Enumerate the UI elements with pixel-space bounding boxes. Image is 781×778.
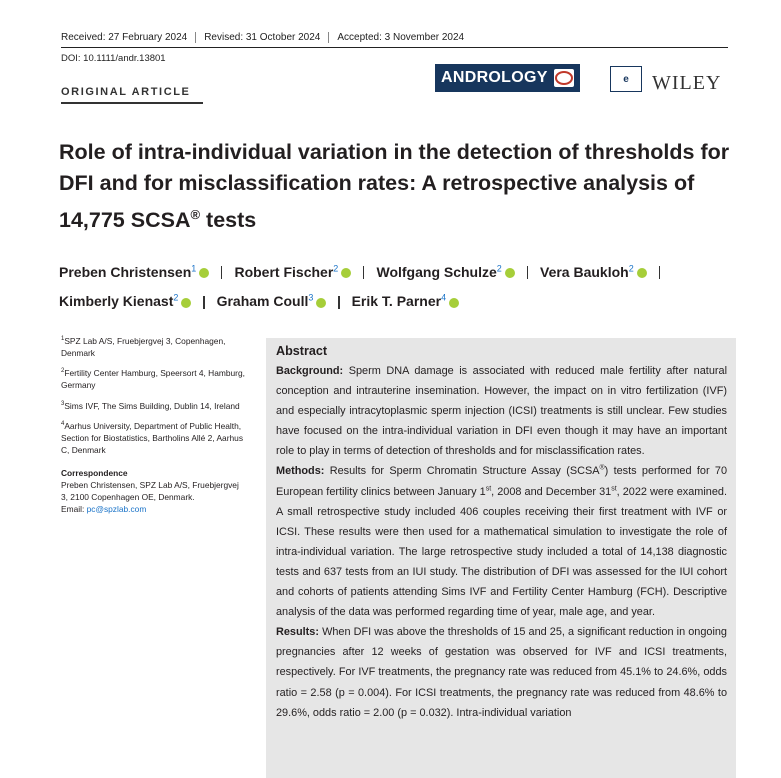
- date-separator: [195, 32, 196, 43]
- orcid-icon[interactable]: [637, 268, 647, 278]
- author-separator: [363, 266, 364, 279]
- abstract-heading: Abstract: [276, 344, 328, 358]
- author-name: Preben Christensen: [59, 263, 192, 280]
- eaa-logo-icon: e: [610, 66, 642, 92]
- affiliation-text: Fertility Center Hamburg, Speersort 4, Hamburg, Germany: [61, 368, 245, 391]
- author[interactable]: [59, 293, 191, 309]
- author-affiliation-ref: 1: [191, 263, 197, 273]
- affiliation: [61, 398, 246, 412]
- author[interactable]: [234, 264, 351, 280]
- society-logo-icon: [554, 69, 574, 87]
- methods-text: , 2022 were examined. A small retrospective study included 406 couples receiving their first treatment with IVF or ICSI. These results were then used for a mathematical simulation to investigate the role of intra-individual variation. The large retrospective study included a total of 14,138 diagnostic tests and 637 tests from an IUI study. The distribution of DFI was assessed for the IUI cohort and cohorts of patients attending Sims IVF and Fertility Center Hamburg (FCH). Descriptive analysis of the data was performed regarding time of year, male age, and year.: [276, 485, 727, 619]
- ordinal-suffix: st: [485, 484, 492, 492]
- date-separator: [328, 32, 329, 43]
- author-name: Vera Baukloh: [540, 263, 629, 280]
- author-name: Kimberly Kienast: [59, 293, 174, 310]
- affiliation-text: Sims IVF, The Sims Building, Dublin 14, Ireland: [64, 400, 240, 411]
- publisher-logo: WILEY: [652, 72, 722, 94]
- author[interactable]: [217, 293, 327, 309]
- article-dates: [61, 32, 464, 43]
- methods-label: Methods:: [276, 465, 325, 478]
- author-separator: [338, 296, 339, 309]
- author[interactable]: [376, 264, 514, 280]
- ordinal-suffix: st: [611, 484, 617, 492]
- author-affiliation-ref: 2: [496, 263, 502, 273]
- methods-text: , 2008 and December 31: [491, 485, 612, 498]
- affiliation: [61, 418, 246, 457]
- methods-text: Results for Sperm Chromatin Structure Assay (SCSA: [324, 465, 600, 478]
- author-separator: [659, 266, 660, 279]
- affiliation: [61, 333, 246, 359]
- affiliation-number: 4: [61, 420, 65, 427]
- author-name: Erik T. Parner: [351, 293, 442, 310]
- author-separator: [221, 266, 222, 279]
- author-name: Robert Fischer: [234, 263, 334, 280]
- abstract-background: [276, 361, 727, 461]
- author-affiliation-ref: 2: [628, 263, 634, 273]
- abstract-results: [276, 622, 727, 722]
- affiliation: [61, 365, 246, 391]
- header-rule: [61, 47, 728, 48]
- author-affiliation-ref: 4: [441, 292, 447, 303]
- revised-date: Revised: 31 October 2024: [204, 32, 321, 44]
- journal-logo-text: ANDROLOGY: [441, 69, 548, 86]
- accepted-date: Accepted: 3 November 2024: [337, 32, 465, 44]
- orcid-icon[interactable]: [199, 268, 209, 278]
- title-tail: tests: [200, 208, 257, 233]
- author-affiliation-ref: 2: [333, 263, 339, 273]
- affiliation-number: 1: [61, 336, 65, 342]
- author-name: Wolfgang Schulze: [376, 263, 497, 280]
- email-link[interactable]: pc@spzlab.com: [86, 504, 147, 515]
- orcid-icon[interactable]: [316, 298, 326, 308]
- correspondence-heading: Correspondence: [61, 467, 128, 478]
- orcid-icon[interactable]: [505, 268, 515, 278]
- article-type: ORIGINAL ARTICLE: [61, 86, 191, 98]
- title-main: Role of intra-individual variation in the detection of thresholds for DFI and for misclassification rates: A retrospective analysis of 14,775 SCSA: [59, 140, 730, 233]
- results-label: Results:: [276, 626, 319, 639]
- correspondence-email: [61, 503, 246, 515]
- author-separator: [203, 296, 204, 309]
- orcid-icon[interactable]: [449, 298, 459, 308]
- abstract-methods: [276, 461, 727, 622]
- email-label: Email:: [61, 504, 87, 515]
- received-date: Received: 27 February 2024: [61, 32, 188, 44]
- orcid-icon[interactable]: [181, 298, 191, 308]
- article-type-underline: [61, 102, 203, 104]
- affiliation-text: Aarhus University, Department of Public Health, Section for Biostatistics, Bartholins Allé 2, Aarhus C, Denmark: [61, 420, 244, 456]
- abstract-box: [266, 338, 736, 778]
- author[interactable]: [59, 264, 209, 280]
- background-label: Background:: [276, 365, 344, 377]
- background-text: Sperm DNA damage is associated with reduced male fertility after natural conception and intrauterine insemination. However, the impact on in vitro fertilization (IVF) and especially intracytoplasmic sperm injection (ICSI) treatments is still unclear. Few studies have focused on the intra-individual variation in DFI even though it may have an important role to play in terms of detection of thresholds and for misclassification rates.: [276, 365, 727, 458]
- registered-mark: ®: [599, 464, 605, 472]
- results-text: When DFI was above the thresholds of 15 and 25, a significant reduction in ongoing pregnancies after 12 weeks of gestation was observed for IVF and ICSI treatments, respectively. For IVF treatments, the pregnancy rate was reduced from 45.1% to 24.6%, odds ratio = 2.58 (p = 0.004). For ICSI treatments, the pregnancy rate was reduced from 48.6% to 29.6%, odds ratio = 2.00 (p = 0.032). Intra-individual variation: [276, 626, 727, 719]
- author-affiliation-ref: 3: [308, 292, 314, 303]
- author[interactable]: [352, 293, 460, 309]
- author-name: Graham Coull: [216, 293, 309, 310]
- affiliation-text: SPZ Lab A/S, Fruebjergvej 3, Copenhagen, Denmark: [61, 335, 226, 359]
- article-title: [59, 137, 739, 236]
- affiliations: [61, 333, 246, 516]
- orcid-icon[interactable]: [341, 268, 351, 278]
- affiliation-number: 3: [61, 400, 65, 407]
- doi[interactable]: DOI: 10.1111/andr.13801: [61, 53, 166, 64]
- author[interactable]: [540, 264, 647, 280]
- affiliation-number: 2: [61, 368, 65, 375]
- andrology-logo: [435, 64, 580, 92]
- methods-text: ) tests performed for 70 European fertility clinics between January 1: [276, 465, 728, 498]
- author-separator: [527, 266, 528, 279]
- title-registered-mark: ®: [190, 207, 201, 222]
- author-affiliation-ref: 2: [173, 292, 179, 303]
- correspondence-text: Preben Christensen, SPZ Lab A/S, Fruebjergvej 3, 2100 Copenhagen OE, Denmark.: [61, 479, 239, 503]
- author-list: [59, 255, 759, 314]
